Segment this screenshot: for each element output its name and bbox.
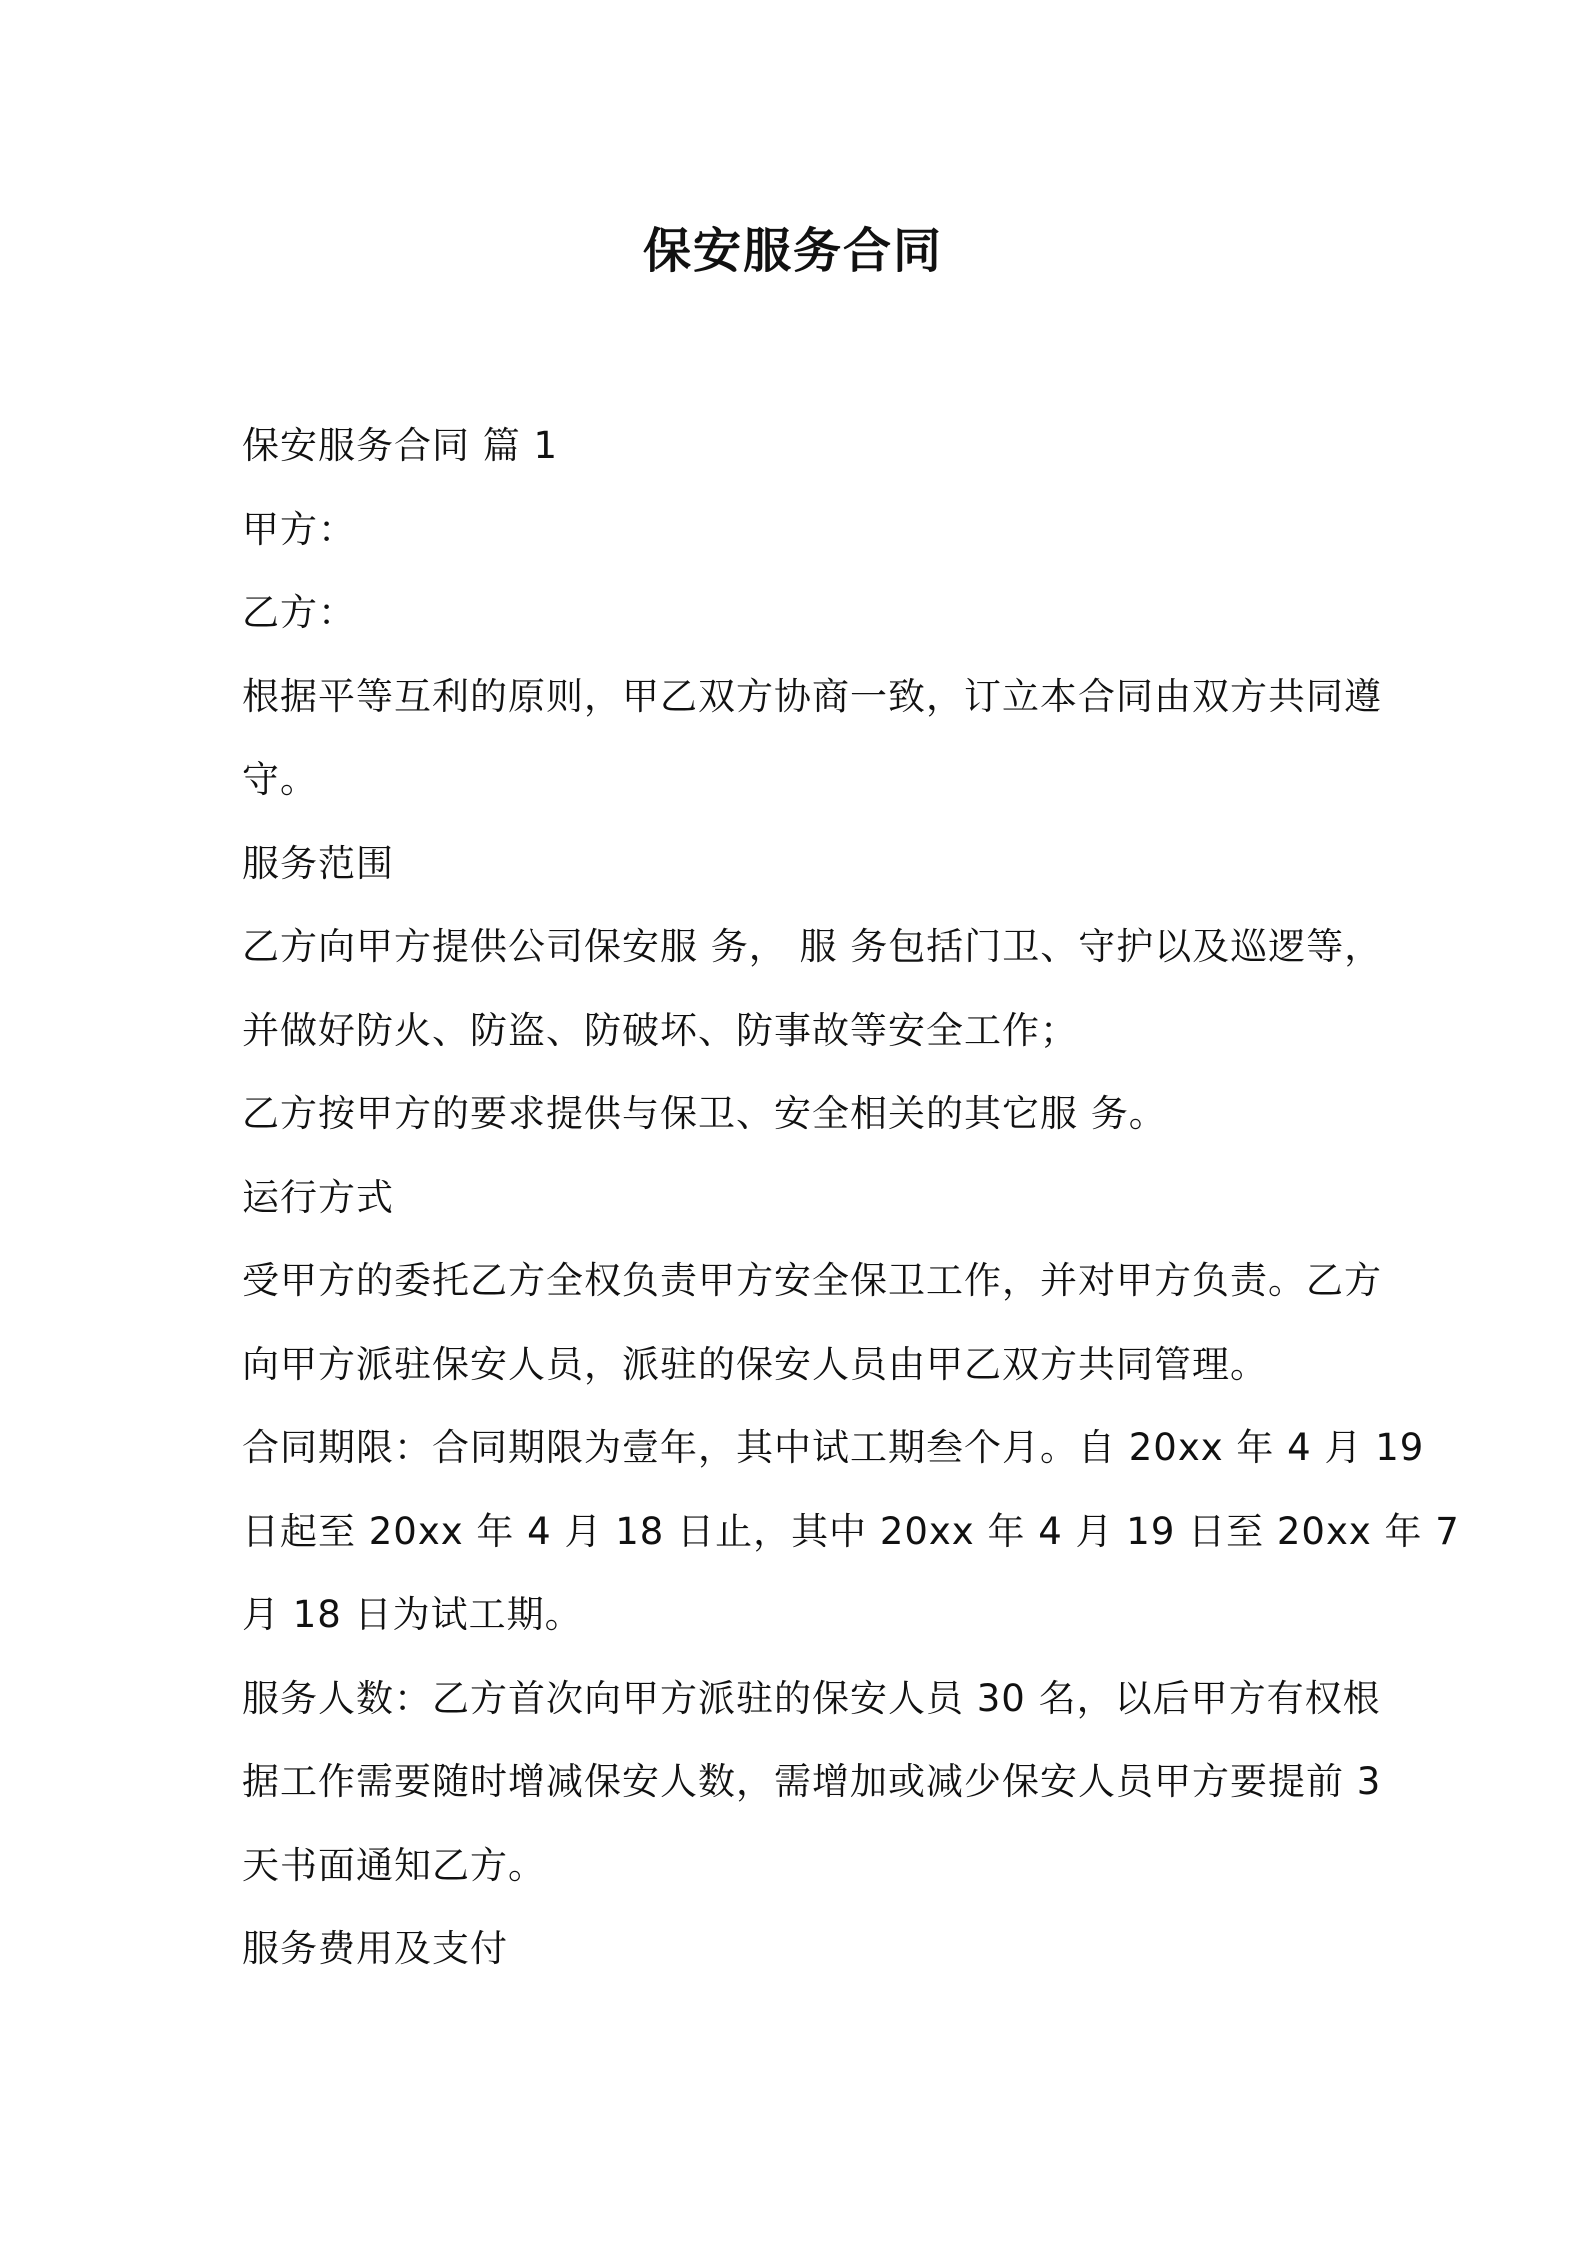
paragraph-line: 据工作需要随时增减保安人数，需增加或减少保安人员甲方要提前 3 — [242, 1760, 1382, 1803]
paragraph-line: 服务人数：乙方首次向甲方派驻的保安人员 30 名，以后甲方有权根 — [242, 1676, 1381, 1720]
paragraph-line: 月 18 日为试工期。 — [242, 1593, 583, 1636]
paragraph-line: 并做好防火、防盗、防破坏、防事故等安全工作； — [242, 1008, 1078, 1052]
paragraph-line: 乙方向甲方提供公司保安服 务， 服 务包括门卫、守护以及巡逻等， — [242, 925, 1383, 968]
document-body — [242, 404, 1460, 1991]
paragraph-line: 根据平等互利的原则，甲乙双方协商一致，订立本合同由双方共同遵 — [242, 674, 1382, 718]
party-b-line: 乙方： — [242, 591, 356, 634]
document-title: 保安服务合同 — [642, 223, 943, 279]
section-heading: 保安服务合同 篇 1 — [242, 424, 559, 467]
paragraph-line: 乙方按甲方的要求提供与保卫、安全相关的其它服 务。 — [242, 1092, 1167, 1135]
party-a-line: 甲方： — [242, 507, 356, 551]
subsection-heading: 运行方式 — [242, 1175, 394, 1219]
paragraph-line: 天书面通知乙方。 — [242, 1843, 546, 1887]
paragraph-line: 守。 — [242, 758, 318, 801]
paragraph-line: 受甲方的委托乙方全权负责甲方安全保卫工作，并对甲方负责。乙方 — [242, 1259, 1382, 1302]
paragraph-line: 合同期限：合同期限为壹年，其中试工期叁个月。自 20xx 年 4 月 19 — [242, 1426, 1425, 1469]
subsection-heading: 服务范围 — [242, 841, 394, 885]
paragraph-line: 向甲方派驻保安人员，派驻的保安人员由甲乙双方共同管理。 — [242, 1342, 1268, 1386]
subsection-heading: 服务费用及支付 — [242, 1927, 508, 1970]
paragraph-line: 日起至 20xx 年 4 月 18 日止，其中 20xx 年 4 月 19 日至 20xx 年 7 — [242, 1509, 1460, 1553]
